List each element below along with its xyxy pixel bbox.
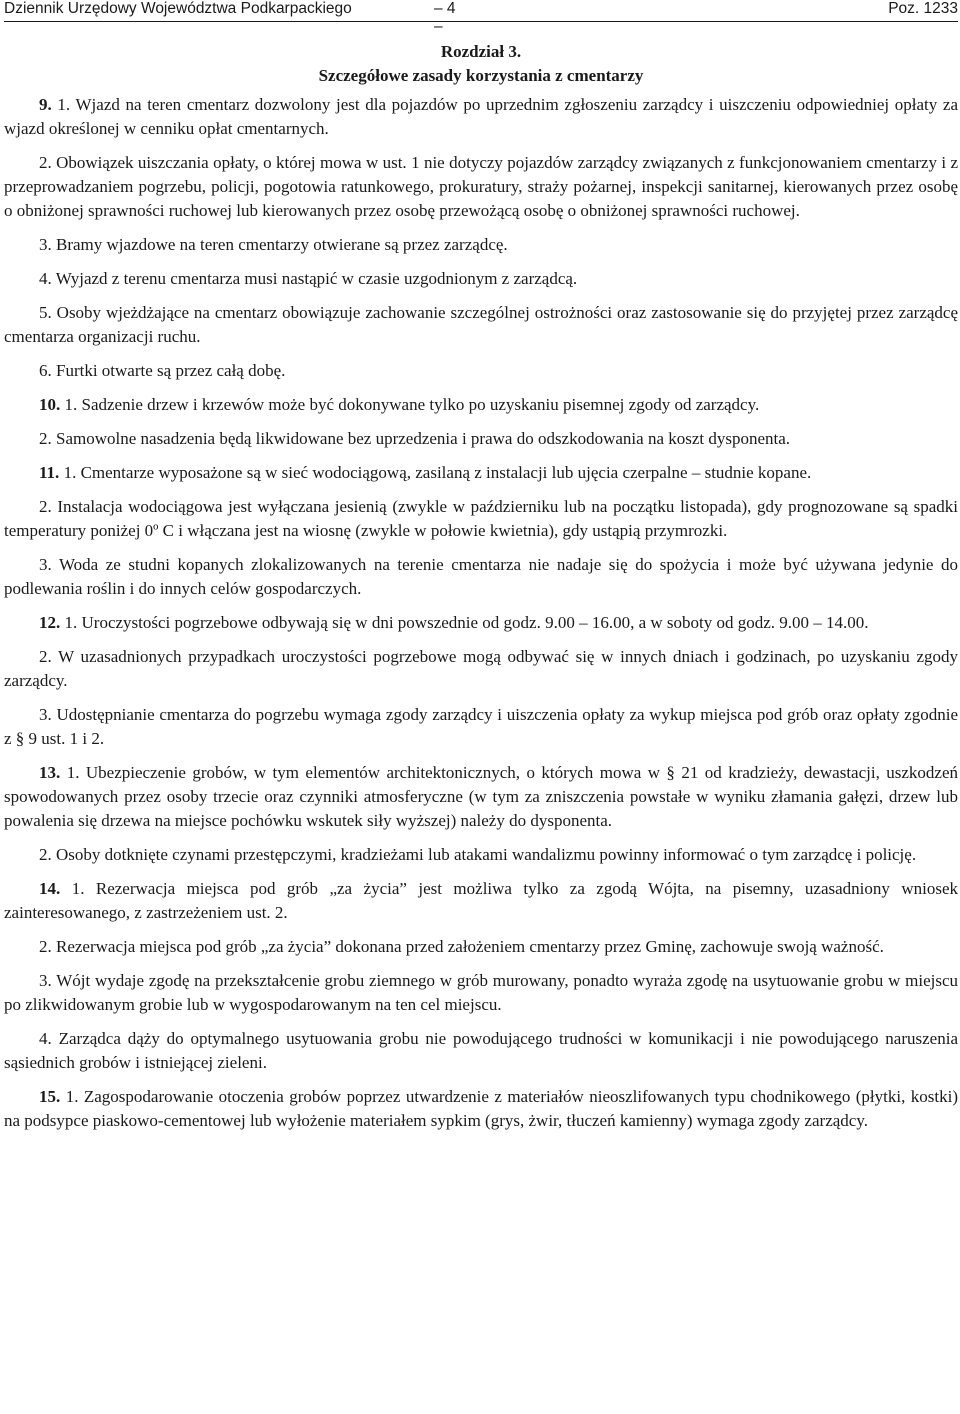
paragraph xyxy=(4,495,958,543)
paragraph-text: 5. Osoby wjeżdżające na cmentarz obowiązuje zachowanie szczególnej ostrożności oraz zastosowanie się do przyjętej przez zarządcę cmentarza organizacji ruchu. xyxy=(4,303,958,346)
section-number: 13. xyxy=(39,763,61,782)
document-body xyxy=(4,93,958,1143)
paragraph-text: 3. Woda ze studni kopanych zlokalizowanych na terenie cmentarza nie nadaje się do spożycia i może być używana jedynie do podlewania roślin i do innych celów gospodarczych. xyxy=(4,555,958,598)
chapter-title: Szczegółowe zasady korzystania z cmentarzy xyxy=(318,66,644,85)
paragraph xyxy=(4,843,958,867)
paragraph xyxy=(4,1085,958,1133)
header-divider xyxy=(4,21,958,22)
section-number: 9. xyxy=(39,95,52,114)
paragraph xyxy=(4,301,958,349)
paragraph-text: 6. Furtki otwarte są przez całą dobę. xyxy=(39,361,286,380)
paragraph xyxy=(4,267,958,291)
paragraph xyxy=(4,935,958,959)
paragraph xyxy=(4,761,958,833)
page-number: – 4 – xyxy=(434,0,456,35)
paragraph xyxy=(4,393,958,417)
paragraph-text: 1. Zagospodarowanie otoczenia grobów poprzez utwardzenie z materiałów nieoszlifowanych typu chodnikowego (płytki, kostki) na podsypce piaskowo-cementowej lub wyłożenie materiałem sypkim (grys, żwir, tłuczeń kamienny) wymaga zgody zarządcy. xyxy=(4,1087,958,1130)
paragraph xyxy=(4,1027,958,1075)
paragraph xyxy=(4,359,958,383)
paragraph-text: 2. Obowiązek uiszczania opłaty, o której mowa w ust. 1 nie dotyczy pojazdów zarządcy związanych z funkcjonowaniem cmentarzy i z przeprowadzaniem pogrzebu, policji, pogotowia ratunkowego, prokuratury, straży pożarnej, inspekcji sanitarnej, kierowanych przez osobę o obniżonej sprawności ruchowej lub kierowanych przez osobę przewożącą osobę o obniżonej sprawności ruchowej. xyxy=(4,153,958,220)
paragraph-text: 1. Sadzenie drzew i krzewów może być dokonywane tylko po uzyskaniu pisemnej zgody od zarządcy. xyxy=(64,395,760,414)
page-header xyxy=(4,0,958,35)
paragraph-text: 2. Osoby dotknięte czynami przestępczymi, kradzieżami lub atakami wandalizmu powinny informować o tym zarządcę i policję. xyxy=(39,845,917,864)
paragraph-text: 2. W uzasadnionych przypadkach uroczystości pogrzebowe mogą odbywać się w innych dniach i godzinach, po uzyskaniu zgody zarządcy. xyxy=(4,647,958,690)
paragraph xyxy=(4,703,958,751)
paragraph-text: 2. Rezerwacja miejsca pod grób „za życia” dokonana przed założeniem cmentarzy przez Gminę, zachowuje swoją ważność. xyxy=(39,937,884,956)
paragraph xyxy=(4,553,958,601)
paragraph-text: 3. Wójt wydaje zgodę na przekształcenie grobu ziemnego w grób murowany, ponadto wyraża zgodę na usytuowanie grobu w miejscu po zlikwidowanym grobie lub w wygospodarowanym na ten cel miejscu. xyxy=(4,971,958,1014)
journal-title: Dziennik Urzędowy Województwa Podkarpackiego xyxy=(4,0,352,17)
paragraph-text: 1. Rezerwacja miejsca pod grób „za życia” jest możliwa tylko za zgodą Wójta, na pisemny, uzasadniony wniosek zainteresowanego, z zastrzeżeniem ust. 2. xyxy=(4,879,958,922)
paragraph xyxy=(4,969,958,1017)
paragraph-text: 3. Bramy wjazdowe na teren cmentarzy otwierane są przez zarządcę. xyxy=(39,235,508,254)
paragraph xyxy=(4,427,958,451)
paragraph-text: 2. Instalacja wodociągowa jest wyłączana jesienią (zwykle w październiku lub na początku listopada), gdy prognozowane są spadki temperatury poniżej 0º C i włączana jest na wiosnę (zwykle w połowie kwietnia), gdy ustąpią przymrozki. xyxy=(4,497,958,540)
paragraph xyxy=(4,611,958,635)
paragraph-text: 4. Zarządca dąży do optymalnego usytuowania grobu nie powodującego trudności w komunikacji i nie powodującego naruszenia sąsiednich grobów i istniejącej zieleni. xyxy=(4,1029,958,1072)
section-number: 10. xyxy=(39,395,61,414)
position-number: Poz. 1233 xyxy=(888,0,958,17)
paragraph-text: 4. Wyjazd z terenu cmentarza musi nastąpić w czasie uzgodnionym z zarządcą. xyxy=(39,269,578,288)
section-number: 15. xyxy=(39,1087,61,1106)
paragraph-text: 2. Samowolne nasadzenia będą likwidowane bez uprzedzenia i prawa do odszkodowania na koszt dysponenta. xyxy=(39,429,791,448)
paragraph xyxy=(4,877,958,925)
paragraph xyxy=(4,645,958,693)
paragraph-text: 1. Ubezpieczenie grobów, w tym elementów architektonicznych, o których mowa w § 21 od kradzieży, dewastacji, uszkodzeń spowodowanych przez osoby trzecie oraz czynniki atmosferyczne (w tym za zniszczenia powstałe w wyniku złamania gałęzi, drzew lub powalenia się drzewa na miejsce pochówku wskutek siły wyższej) należy do dysponenta. xyxy=(4,763,959,830)
paragraph xyxy=(4,461,958,485)
paragraph-text: 1. Cmentarze wyposażone są w sieć wodociągową, zasilaną z instalacji lub ujęcia czerpalne – studnie kopane. xyxy=(63,463,812,482)
chapter-number: Rozdział 3. xyxy=(440,42,522,61)
section-number: 11. xyxy=(39,463,60,482)
paragraph xyxy=(4,151,958,223)
paragraph-text: 1. Wjazd na teren cmentarz dozwolony jest dla pojazdów po uprzednim zgłoszeniu zarządcy i uiszczeniu odpowiedniej opłaty za wjazd określonej w cenniku opłat cmentarnych. xyxy=(4,95,958,138)
section-number: 12. xyxy=(39,613,61,632)
chapter-heading xyxy=(4,40,958,88)
paragraph-text: 3. Udostępnianie cmentarza do pogrzebu wymaga zgody zarządcy i uiszczenia opłaty za wykup miejsca pod grób oraz opłaty zgodnie z § 9 ust. 1 i 2. xyxy=(4,705,958,748)
paragraph xyxy=(4,93,958,141)
paragraph-text: 1. Uroczystości pogrzebowe odbywają się w dni powszednie od godz. 9.00 – 16.00, a w soboty od godz. 9.00 – 14.00. xyxy=(64,613,869,632)
paragraph xyxy=(4,233,958,257)
section-number: 14. xyxy=(39,879,61,898)
